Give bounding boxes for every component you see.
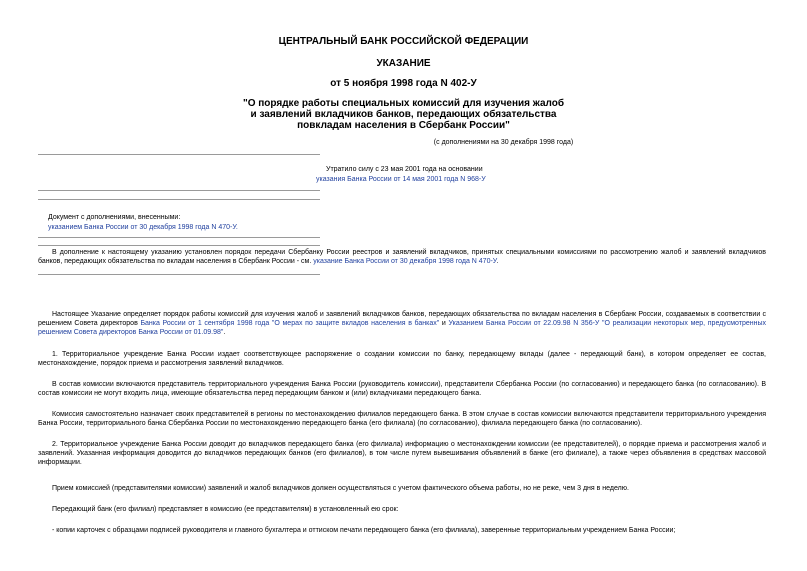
paragraph-intro: Настоящее Указание определяет порядок работы комиссий для изучения жалоб и заявлений вкладчиков банков, передающих обязательства по вкладам населения в Сбербанк России, создаваемых в соответствии с решением Совета директоров Банка России от 1 сентября 1998 года "О мерах по защите вкладов населения в банках" и Указанием Банка России от 22.09.98 N 356-У "О реализации некоторых мер, предусмотренных решением Совета директоров Банка России от 01.09.98". (38, 311, 766, 337)
separator (38, 237, 320, 238)
separator (38, 274, 320, 275)
paragraph-link[interactable]: Указанием Банка России от 22.09.98 N 356-У "О реализации некоторых мер, предусмотренных решением Совета директоров Банка России от 01.09.98" (38, 320, 766, 337)
separator (38, 245, 320, 246)
paragraph-submission: Передающий банк (его филиал) представляет в комиссию (ее представителям) в установленный ею срок: (52, 506, 399, 513)
intro-note-link[interactable]: указание Банка России от 30 декабря 1998 года N 470-У (313, 258, 497, 266)
status-text: Утратило силу с 23 мая 2001 года на основании (326, 166, 483, 173)
paragraph-link[interactable]: Банка России от 1 сентября 1998 года "О мерах по защите вкладов населения в банках" (140, 320, 440, 328)
amendments-label: Документ с дополнениями, внесенными: (48, 214, 181, 221)
paragraph-item: - копии карточек с образцами подписей руководителя и главного бухгалтера и оттиском печати передающего банка (его филиала), заверенные территориальным учреждением Банка России; (52, 527, 676, 534)
document-date-number: от 5 ноября 1998 года N 402-У (330, 78, 477, 89)
separator (38, 154, 320, 155)
title-line: и заявлений вкладчиков банков, передающих обязательства (250, 109, 557, 120)
bank-name: ЦЕНТРАЛЬНЫЙ БАНК РОССИЙСКОЙ ФЕДЕРАЦИИ (278, 36, 529, 47)
title-line: повкладам населения в Сбербанк России" (297, 120, 510, 131)
paragraph-representatives: Комиссия самостоятельно назначает своих представителей в регионы по местонахождению филиалов передающего банка. В этом случае в состав комиссии включаются представители территориального учреждения Банка России, территориального банка Сбербанка России по местонахождению передающего банка (его филиала) (по согласованию), филиала передающего банка (по согласованию). (38, 411, 766, 428)
intro-note: В дополнение к настоящему указанию установлен порядок передачи Сбербанку России реестров и заявлений вкладчиков, принятых специальными комиссиями по рассмотрению жалоб и заявлений вкладчиков банков, передающих обязательства по вкладам населения в Сбербанк России - см. указание Банка России от 30 декабря 1998 года N 470-У. (38, 249, 766, 266)
document-type: УКАЗАНИЕ (376, 58, 431, 69)
paragraph-reception: Прием комиссией (представителями комиссии) заявлений и жалоб вкладчиков должен осуществляться с учетом фактического объема работы, но не реже, чем 3 дня в неделю. (52, 485, 629, 492)
paragraph-2: 2. Территориальное учреждение Банка России доводит до вкладчиков передающего банка (его филиала) информацию о местонахождении комиссии (ее представителей), о порядке приема и рассмотрения жалоб и заявлений. Указанная информация доводится до вкладчиков передающих банков (его филиалов), в том числе путем вывешивания объявлений в банке (его филиале), а также через объявления в средствах массовой информации. (38, 441, 766, 467)
status-link[interactable]: указания Банка России от 14 мая 2001 года N 968-У (316, 176, 486, 183)
paragraph-1: 1. Территориальное учреждение Банка России издает соответствующее распоряжение о создании комиссии по банку, передающему вклады (далее - передающий банк), в котором определяет ее состав, местонахождение, порядок приема и рассмотрения заявлений вкладчиков. (38, 351, 766, 368)
title-line: "О порядке работы специальных комиссий для изучения жалоб (242, 98, 565, 109)
document-title (0, 98, 807, 131)
paragraph-composition: В состав комиссии включаются представитель территориального учреждения Банка России (руководитель комиссии), представители Сбербанка России (по согласованию) и передающего банка (по согласованию). В состав комиссии не могут входить лица, имеющие обязательства перед передающим банком и (или) вкладчиками передающего банка. (38, 381, 766, 398)
amendments-note: (с дополнениями на 30 декабря 1998 года) (433, 139, 574, 146)
separator (38, 199, 320, 200)
amendments-link[interactable]: указанием Банка России от 30 декабря 1998 года N 470-У. (48, 224, 238, 231)
separator (38, 190, 320, 191)
intro-note-text: В дополнение к настоящему указанию установлен порядок передачи Сбербанку России реестров и заявлений вкладчиков, принятых специальными комиссиями по рассмотрению жалоб и заявлений вкладчиков банков, передающих обязательства по вкладам населения в Сбербанк России - см. (38, 249, 766, 266)
